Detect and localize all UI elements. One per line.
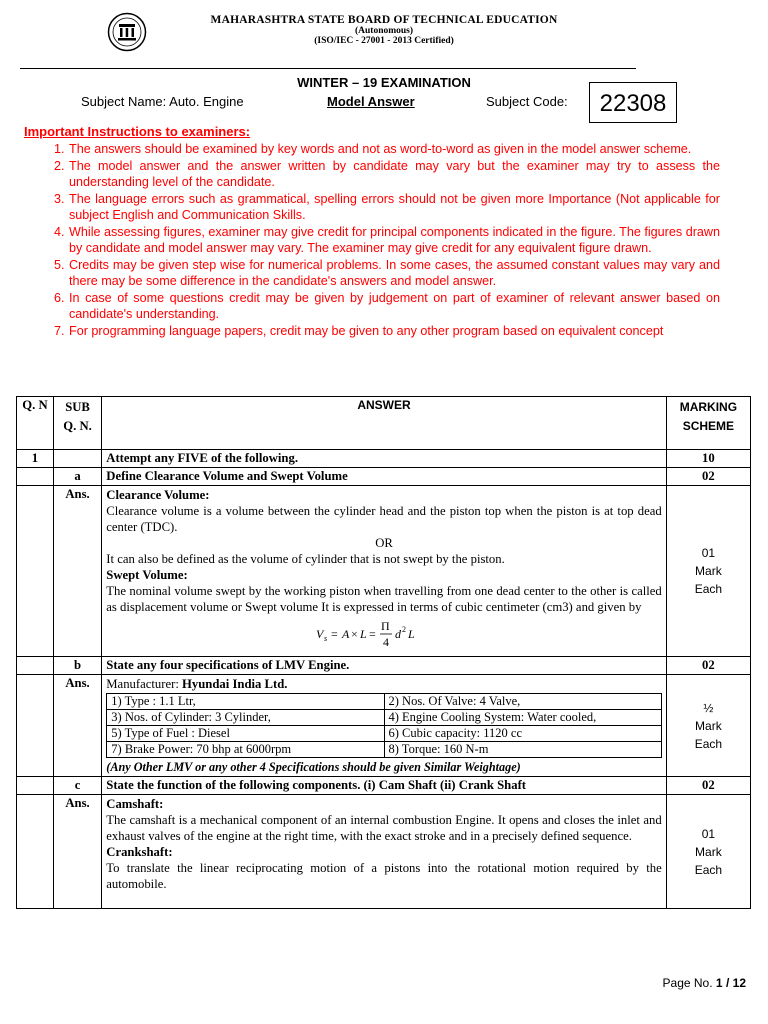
sub-question-label: b <box>53 657 101 675</box>
answer-cell <box>102 795 666 909</box>
svg-text:V: V <box>316 627 324 641</box>
scheme-line: ½ <box>703 700 714 715</box>
instruction-item: 2. The model answer and the answer written by candidate may vary but the examiner may try to assess the understanding level of the candidate. <box>68 158 720 191</box>
scheme-line: Each <box>694 582 723 596</box>
svg-text:=: = <box>331 627 338 641</box>
sub-question-text: State the function of the following components. (i) Cam Shaft (ii) Crank Shaft <box>102 777 666 795</box>
spec-cell: 8) Torque: 160 N-m <box>384 742 661 758</box>
instructions-section <box>24 124 720 339</box>
clearance-volume-text: Clearance volume is a volume between the cylinder head and the piston top when the piston is at top dead center (TDC). <box>106 504 662 534</box>
table-header-row <box>17 397 751 450</box>
camshaft-text: The camshaft is a mechanical component of an internal combustion Engine. It opens and closes the inlet and exhaust valves of the engine at the right time, with the exact stroke and in a precisely defined sequence. <box>106 813 662 843</box>
scheme-line: 01 <box>701 546 716 560</box>
page-number <box>663 976 746 990</box>
header-answer: ANSWER <box>102 397 666 450</box>
or-label: OR <box>375 536 393 550</box>
manufacturer-label: Manufacturer: <box>106 677 179 691</box>
svg-text:Π: Π <box>381 619 390 633</box>
scheme-line: Mark <box>695 718 722 733</box>
board-header <box>0 14 768 46</box>
question-number-cell <box>17 777 54 795</box>
clearance-volume-title: Clearance Volume: <box>106 488 210 502</box>
header-sub-qn <box>53 397 101 450</box>
spec-row <box>107 726 661 742</box>
header-rule <box>20 68 636 69</box>
spec-cell: 1) Type : 1.1 Ltr, <box>107 694 384 710</box>
spec-row <box>107 694 661 710</box>
specifications-note: (Any Other LMV or any other 4 Specifications should be given Similar Weightage) <box>106 760 521 774</box>
manufacturer-line <box>106 676 661 692</box>
scheme-line: Each <box>694 736 723 751</box>
page-label: Page No. <box>662 976 713 990</box>
question-number-cell <box>17 795 54 909</box>
board-name: MAHARASHTRA STATE BOARD OF TECHNICAL EDUCATION <box>210 14 558 26</box>
table-row <box>17 675 751 777</box>
marking-scheme-cell <box>666 486 750 657</box>
subject-name: Subject Name: Auto. Engine <box>81 94 244 109</box>
instruction-item: 4. While assessing figures, examiner may give credit for principal components indicated in the figure. The figures drawn by candidate and model answer may vary. The examiner may give credit for any equivalent figure drawn. <box>68 224 720 257</box>
header-sub-line1: SUB <box>65 400 90 414</box>
question-number-cell <box>17 675 54 777</box>
formula-image <box>314 619 454 649</box>
sub-question-label: c <box>53 777 101 795</box>
page-total: 12 <box>732 976 746 990</box>
sub-question-text: State any four specifications of LMV Engine. <box>102 657 666 675</box>
spec-row <box>107 742 661 758</box>
swept-volume-title: Swept Volume: <box>106 568 188 582</box>
subject-code-box: 22308 <box>589 82 677 123</box>
instructions-list <box>24 141 720 339</box>
scheme-line: Mark <box>695 564 722 578</box>
manufacturer-name: Hyundai India Ltd. <box>182 677 288 691</box>
swept-volume-formula <box>106 615 661 655</box>
board-certification: (ISO/IEC - 27001 - 2013 Certified) <box>314 36 454 46</box>
answer-cell <box>102 486 666 657</box>
spec-cell: 2) Nos. Of Valve: 4 Valve, <box>384 694 661 710</box>
svg-text:=: = <box>369 627 376 641</box>
marking-scheme-cell <box>666 795 750 909</box>
instructions-title: Important Instructions to examiners: <box>24 124 251 139</box>
question-number-cell <box>17 468 54 486</box>
scheme-line: Each <box>694 862 723 877</box>
table-row <box>17 486 751 657</box>
svg-text:L: L <box>408 627 415 641</box>
instruction-item: 6. In case of some questions credit may be given by judgement on part of examiner of relevant answer based on candidate's understanding. <box>68 290 720 323</box>
header-sub-line2: Q. N. <box>63 419 92 433</box>
sub-question-marks: 02 <box>666 468 750 486</box>
svg-text:×: × <box>351 627 358 641</box>
crankshaft-title: Crankshaft: <box>106 845 173 859</box>
sub-question-cell <box>53 450 101 468</box>
question-marks: 10 <box>666 450 750 468</box>
crankshaft-text: To translate the linear reciprocating motion of a pistons into the rotational motion required by the automobile. <box>106 861 662 891</box>
svg-text:2: 2 <box>402 625 406 634</box>
instruction-item: 7. For programming language papers, credit may be given to any other program based on equivalent concept <box>68 323 720 340</box>
sub-question-marks: 02 <box>666 657 750 675</box>
spec-cell: 6) Cubic capacity: 1120 cc <box>384 726 661 742</box>
table-row <box>17 777 751 795</box>
scheme-line: 01 <box>701 826 716 841</box>
instruction-item: 3. The language errors such as grammatical, spelling errors should not be given more Importance (Not applicable for subject English and Communication Skills. <box>68 191 720 224</box>
scheme-line: Mark <box>695 844 722 859</box>
spec-cell: 4) Engine Cooling System: Water cooled, <box>384 710 661 726</box>
ans-label: Ans. <box>53 486 101 657</box>
table-row <box>17 468 751 486</box>
sub-question-marks: 02 <box>666 777 750 795</box>
instruction-item: 1. The answers should be examined by key words and not as word-to-word as given in the model answer scheme. <box>68 141 720 158</box>
svg-text:4: 4 <box>383 635 389 649</box>
specifications-table <box>106 693 661 758</box>
spec-cell: 7) Brake Power: 70 bhp at 6000rpm <box>107 742 384 758</box>
clearance-volume-alt: It can also be defined as the volume of cylinder that is not swept by the piston. <box>106 552 505 566</box>
model-answer-label: Model Answer <box>327 94 415 109</box>
header-marking-scheme <box>666 397 750 450</box>
answer-cell <box>102 675 666 777</box>
svg-text:A: A <box>342 627 350 641</box>
camshaft-title: Camshaft: <box>106 797 164 811</box>
header-qn: Q. N <box>17 397 54 450</box>
board-autonomous: (Autonomous) <box>354 26 414 36</box>
svg-text:s: s <box>324 634 328 643</box>
marking-scheme-cell <box>666 675 750 777</box>
swept-volume-text: The nominal volume swept by the working piston when travelling from one dead center to the other is called as displacement volume or Swept volume It is expressed in terms of cubic centimeter (cm3) and given by <box>106 584 662 614</box>
question-number-cell <box>17 657 54 675</box>
page-separator: / <box>725 976 730 990</box>
svg-text:d: d <box>395 627 401 641</box>
instruction-item: 5. Credits may be given step wise for numerical problems. In some cases, the assumed constant values may vary and there may be some difference in the candidate's answers and model answer. <box>68 257 720 290</box>
table-row <box>17 795 751 909</box>
sub-question-label: a <box>53 468 101 486</box>
table-row <box>17 450 751 468</box>
subject-code-label: Subject Code: <box>486 94 568 109</box>
table-row <box>17 657 751 675</box>
question-text: Attempt any FIVE of the following. <box>102 450 666 468</box>
header-marking-line1: MARKING <box>679 400 738 414</box>
header-marking-line2: SCHEME <box>682 419 735 433</box>
spec-cell: 3) Nos. of Cylinder: 3 Cylinder, <box>107 710 384 726</box>
answer-table <box>16 396 751 909</box>
exam-title: WINTER – 19 EXAMINATION <box>297 75 471 90</box>
svg-text:L: L <box>360 627 367 641</box>
question-number: 1 <box>17 450 54 468</box>
sub-question-text: Define Clearance Volume and Swept Volume <box>102 468 666 486</box>
page-current: 1 <box>715 976 723 990</box>
spec-row <box>107 710 661 726</box>
ans-label: Ans. <box>53 795 101 909</box>
ans-label: Ans. <box>53 675 101 777</box>
spec-cell: 5) Type of Fuel : Diesel <box>107 726 384 742</box>
question-number-cell <box>17 486 54 657</box>
